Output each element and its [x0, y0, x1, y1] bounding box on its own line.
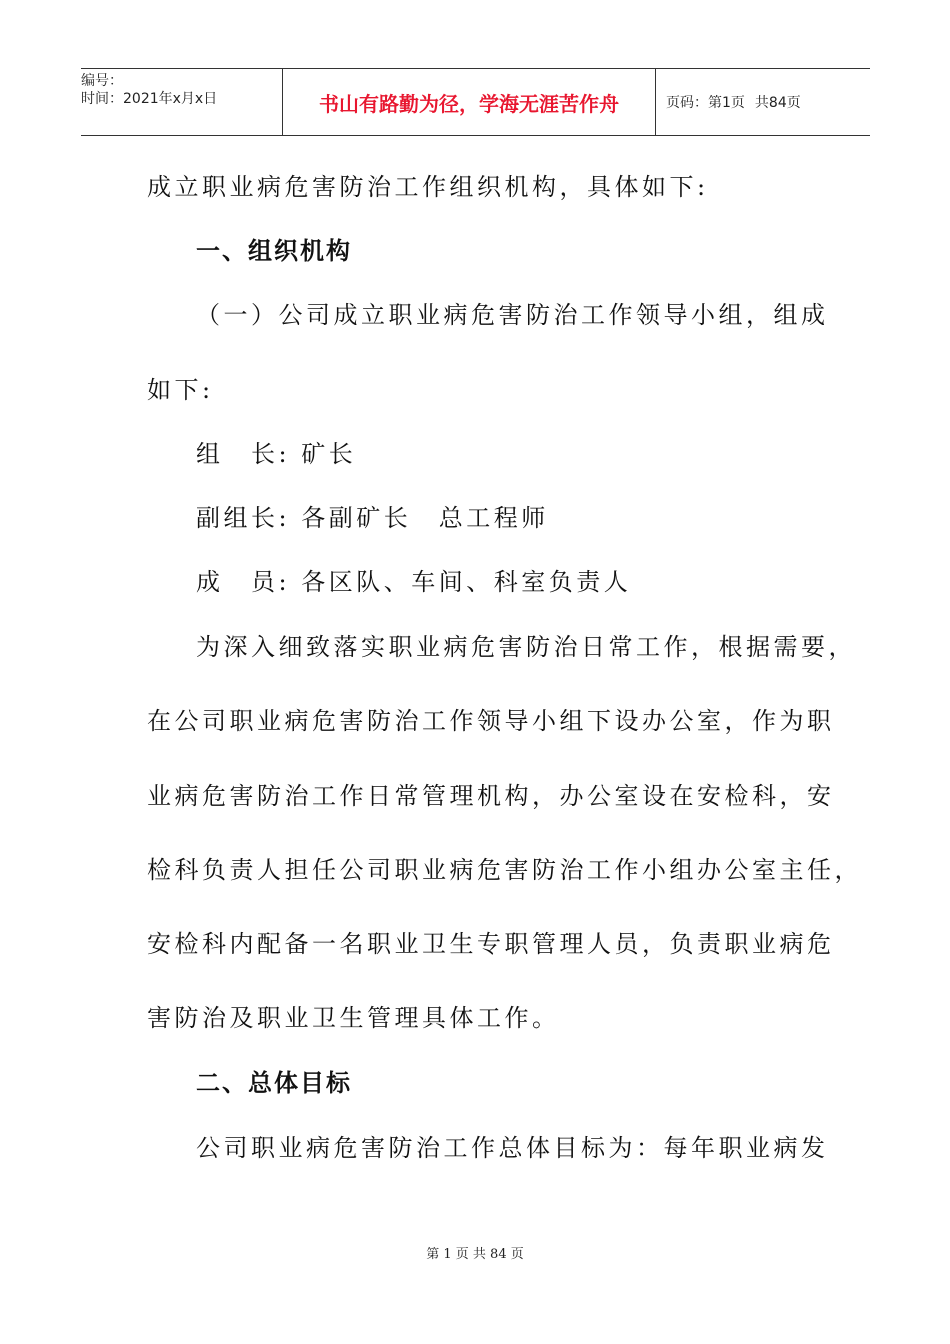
document-date-label: 时间：2021年x月x日 — [81, 91, 218, 107]
section-heading: 二、总体目标 — [196, 1069, 352, 1097]
document-number-label: 编号： — [81, 73, 123, 89]
header-page-number: 页码：第1页 — [666, 95, 745, 111]
body-line: 成 员: 各区队、车间、科室负责人 — [196, 568, 632, 596]
body-line: 害防治及职业卫生管理具体工作。 — [147, 1004, 560, 1032]
header-meta — [81, 69, 283, 135]
body-line: 如下: — [147, 376, 214, 404]
page-header — [81, 68, 870, 136]
body-line: 组 长: 矿长 — [196, 440, 357, 468]
section-heading: 一、组织机构 — [196, 237, 352, 265]
body-line: 在公司职业病危害防治工作领导小组下设办公室，作为职 — [147, 707, 835, 735]
body-line: 检科负责人担任公司职业病危害防治工作小组办公室主任， — [147, 856, 862, 884]
body-line: 公司职业病危害防治工作总体目标为：每年职业病发 — [196, 1134, 829, 1162]
body-line: 业病危害防治工作日常管理机构，办公室设在安检科，安 — [147, 782, 835, 810]
body-line: 成立职业病危害防治工作组织机构，具体如下: — [147, 173, 709, 201]
body-line: 副组长: 各副矿长 总工程师 — [196, 504, 549, 532]
body-line: 安检科内配备一名职业卫生专职管理人员，负责职业病危 — [147, 930, 835, 958]
page-footer: 第 1 页 共 84 页 — [426, 1247, 524, 1262]
header-page-info — [656, 69, 870, 135]
body-line: （一）公司成立职业病危害防治工作领导小组，组成 — [196, 301, 829, 329]
header-motto: 书山有路勤为径，学海无涯苦作舟 — [283, 69, 656, 135]
header-page-total: 共84页 — [754, 95, 801, 111]
body-line: 为深入细致落实职业病危害防治日常工作，根据需要， — [196, 633, 856, 661]
